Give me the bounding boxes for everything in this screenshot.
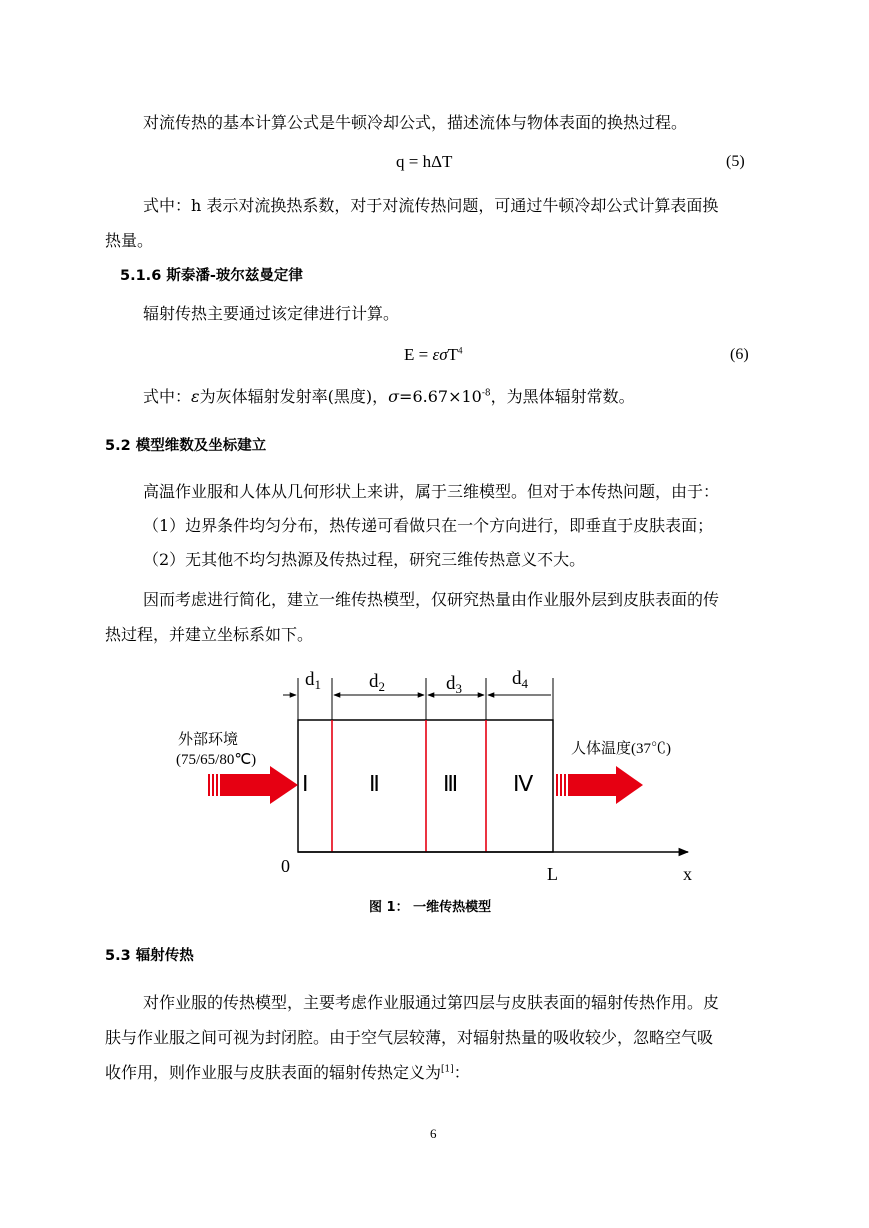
eq6-epsilon: ε [432, 345, 440, 364]
layer-label-3: Ⅲ [443, 771, 459, 796]
dim-label-d3: $d_3$ [446, 673, 462, 696]
page-number: 6 [430, 1126, 437, 1141]
right-label-body-temperature: 人体温度(37℃) [571, 741, 671, 757]
paragraph-radiation-law: 辐射传热主要通过该定律进行计算。 [143, 304, 400, 323]
paragraph-3d-model: 高温作业服和人体从几何形状上来讲，属于三维模型。但对于本传热问题，由于： [143, 482, 720, 501]
paragraph-emissivity [143, 387, 635, 407]
paragraph-simplification-line2: 热过程，并建立坐标系如下。 [105, 625, 314, 644]
paragraph-radiation-line1: 对作业服的传热模型，主要考虑作业服通过第四层与皮肤表面的辐射传热作用。皮 [143, 993, 720, 1012]
p11-end: ： [453, 1063, 470, 1082]
p4-sigma: σ [388, 387, 400, 406]
paragraph-h-definition-line1: 式中：h 表示对流换热系数，对于对流传热问题，可通过牛顿冷却公式计算表面换 [143, 196, 719, 215]
p4-suffix: ，为黑体辐射常数。 [490, 387, 635, 406]
p4-constant: =6.67×10 [399, 387, 482, 406]
dim-label-d2: $d_2$ [369, 671, 385, 694]
origin-label: 0 [281, 856, 290, 876]
equation-6-number: (6) [730, 346, 749, 363]
eq5-rhs: hΔT [422, 152, 453, 171]
p4-emissivity-text: 为灰体辐射发射率(黑度)， [199, 387, 389, 406]
eq6-op: = [418, 345, 429, 364]
paragraph-condition-1: （1）边界条件均匀分布，热传递可看做只在一个方向进行，即垂直于皮肤表面； [143, 516, 714, 535]
dim-label-d4: $d_4$ [512, 668, 528, 691]
left-label-temperature: (75/65/80℃) [176, 752, 257, 768]
eq6-sigma: σ [439, 345, 448, 364]
x-axis-label: x [683, 864, 692, 884]
paragraph-radiation-line3 [105, 1063, 470, 1083]
left-label-environment: 外部环境 [178, 732, 239, 748]
eq5-op: = [408, 152, 419, 171]
section-heading-5-2: 5.2 模型维数及坐标建立 [105, 438, 267, 454]
layer-label-4: Ⅳ [513, 771, 534, 796]
p4-prefix: 式中： [143, 387, 192, 406]
p11-text: 收作用，则作业服与皮肤表面的辐射传热定义为 [105, 1063, 442, 1082]
length-label: L [547, 864, 558, 884]
paragraph-simplification-line1: 因而考虑进行简化，建立一维传热模型，仅研究热量由作业服外层到皮肤表面的传 [143, 590, 720, 609]
left-heat-arrow [208, 766, 298, 804]
paragraph-condition-2: （2）无其他不均匀热源及传热过程，研究三维传热意义不大。 [143, 550, 586, 569]
figure-1d-heat-model [0, 660, 869, 900]
equation-5 [396, 152, 452, 172]
p4-exponent: -8 [481, 388, 491, 399]
citation-1[interactable]: [1] [441, 1064, 454, 1075]
section-heading-5-3: 5.3 辐射传热 [105, 948, 194, 964]
eq6-lhs: E [404, 345, 415, 364]
paragraph-convection: 对流传热的基本计算公式是牛顿冷却公式，描述流体与物体表面的换热过程。 [143, 113, 688, 132]
layer-label-1: Ⅰ [302, 771, 309, 796]
section-heading-5-1-6: 5.1.6 斯泰潘-玻尔兹曼定律 [120, 268, 303, 284]
p4-epsilon: ε [191, 387, 200, 406]
layer-label-2: Ⅱ [369, 771, 380, 796]
right-heat-arrow [556, 766, 643, 804]
eq5-lhs: q [396, 152, 405, 171]
paragraph-h-definition-line2: 热量。 [105, 231, 154, 250]
paragraph-radiation-line2: 肤与作业服之间可视为封闭腔。由于空气层较薄，对辐射热量的吸收较少，忽略空气吸 [105, 1028, 714, 1047]
figure-caption: 图 1： 一维传热模型 [369, 900, 492, 915]
equation-6 [404, 345, 462, 365]
equation-5-number: (5) [726, 153, 745, 170]
eq6-t: T [447, 345, 458, 364]
dim-label-d1: $d_1$ [305, 669, 321, 692]
eq6-exponent: 4 [457, 345, 463, 356]
